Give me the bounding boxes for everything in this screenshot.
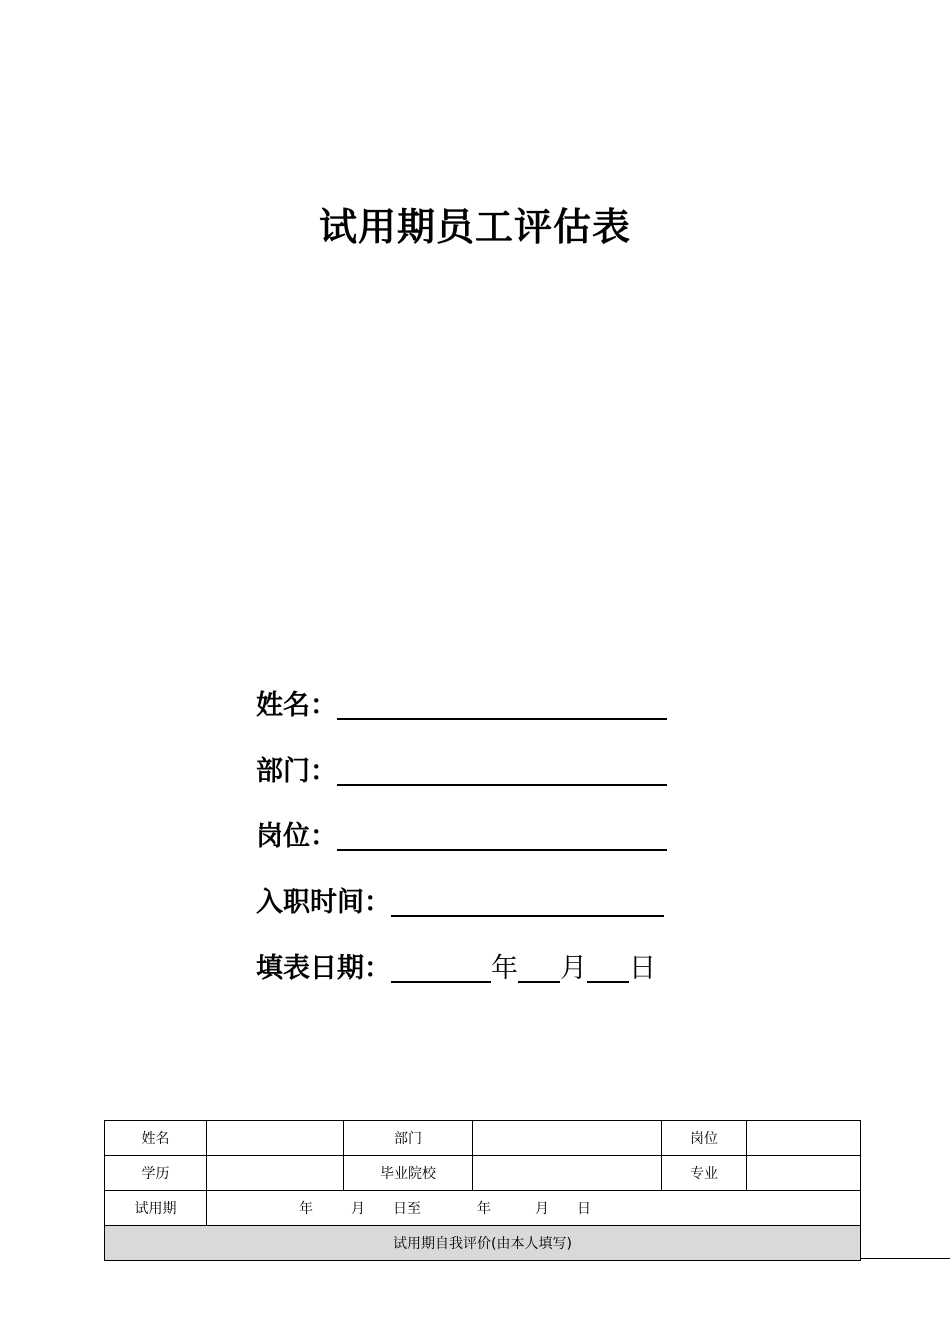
period-day-to: 日至	[393, 1201, 421, 1217]
position-blank[interactable]	[337, 819, 667, 851]
school-header: 毕业院校	[344, 1156, 473, 1191]
fill-day-unit: 日	[629, 953, 656, 984]
info-table	[104, 1120, 861, 1261]
school-cell[interactable]	[473, 1156, 662, 1191]
name-header: 姓名	[105, 1121, 207, 1156]
table-row	[105, 1121, 861, 1156]
fill-month-blank[interactable]	[518, 951, 560, 983]
name-field	[256, 682, 667, 722]
dept-header: 部门	[344, 1121, 473, 1156]
table-row	[105, 1226, 861, 1261]
fill-date-field	[256, 945, 656, 985]
period-day-end: 日	[577, 1201, 591, 1217]
probation-period-cell[interactable]	[207, 1191, 861, 1226]
hire-time-blank[interactable]	[391, 885, 664, 917]
dept-cell[interactable]	[473, 1121, 662, 1156]
hire-time-field	[256, 879, 664, 919]
position-label: 岗位：	[256, 821, 337, 852]
table-row	[105, 1156, 861, 1191]
period-year-start: 年	[299, 1201, 313, 1217]
name-label: 姓名：	[256, 690, 337, 721]
name-blank[interactable]	[337, 688, 667, 720]
fill-day-blank[interactable]	[587, 951, 629, 983]
fill-year-unit: 年	[491, 953, 518, 984]
divider	[860, 1258, 950, 1259]
major-cell[interactable]	[747, 1156, 861, 1191]
probation-header: 试用期	[105, 1191, 207, 1226]
fill-year-blank[interactable]	[391, 951, 491, 983]
period-month-end: 月	[535, 1201, 549, 1217]
position-header: 岗位	[662, 1121, 747, 1156]
period-year-end: 年	[477, 1201, 491, 1217]
hire-time-label: 入职时间：	[256, 887, 391, 918]
period-month-start: 月	[351, 1201, 365, 1217]
major-header: 专业	[662, 1156, 747, 1191]
position-cell[interactable]	[747, 1121, 861, 1156]
education-header: 学历	[105, 1156, 207, 1191]
page-title: 试用期员工评估表	[318, 205, 631, 249]
dept-label: 部门：	[256, 756, 337, 787]
position-field	[256, 813, 667, 853]
self-evaluation-header: 试用期自我评价(由本人填写)	[105, 1226, 861, 1261]
fill-month-unit: 月	[560, 953, 587, 984]
table-row	[105, 1191, 861, 1226]
name-cell[interactable]	[207, 1121, 344, 1156]
dept-field	[256, 748, 667, 788]
dept-blank[interactable]	[337, 754, 667, 786]
fill-date-label: 填表日期：	[256, 953, 391, 984]
education-cell[interactable]	[207, 1156, 344, 1191]
